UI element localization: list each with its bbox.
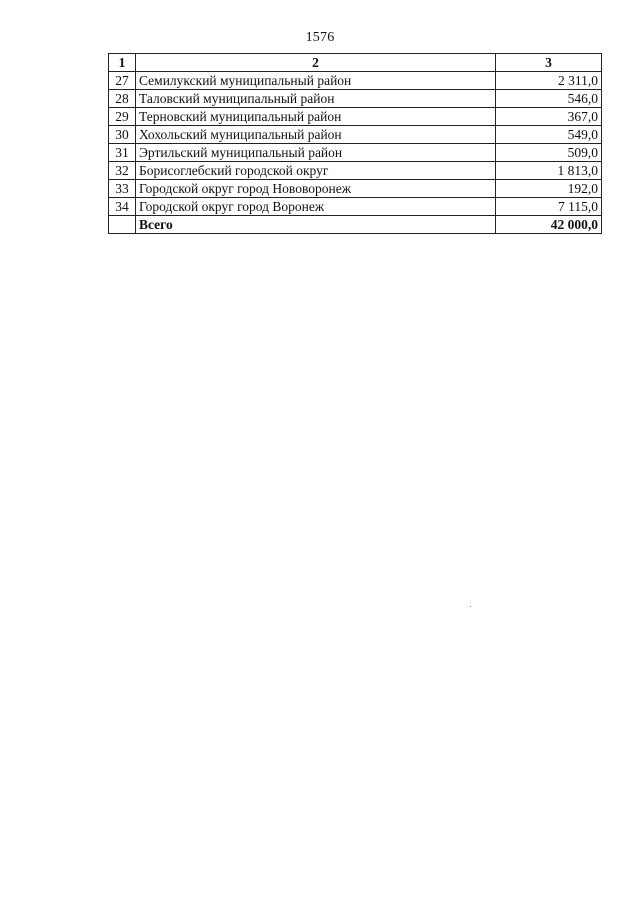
amount-value: 546,0: [496, 90, 602, 108]
row-number: 31: [109, 144, 136, 162]
scan-speck: [470, 606, 471, 607]
row-number: 28: [109, 90, 136, 108]
table-row: [109, 72, 602, 90]
amount-value: 549,0: [496, 126, 602, 144]
table-row: [109, 144, 602, 162]
page-number: 1576: [305, 30, 335, 45]
municipality-name: Городской округ город Воронеж: [136, 198, 496, 216]
amount-value: 192,0: [496, 180, 602, 198]
table-row: [109, 90, 602, 108]
amount-value: 509,0: [496, 144, 602, 162]
row-number: 30: [109, 126, 136, 144]
allocation-table: [108, 53, 602, 234]
amount-value: 1 813,0: [496, 162, 602, 180]
row-number: 27: [109, 72, 136, 90]
municipality-name: Семилукский муниципальный район: [136, 72, 496, 90]
municipality-name: Терновский муниципальный район: [136, 108, 496, 126]
row-number: 32: [109, 162, 136, 180]
column-header-2: 2: [136, 54, 496, 72]
table-row: [109, 198, 602, 216]
table-row: [109, 126, 602, 144]
amount-value: 7 115,0: [496, 198, 602, 216]
total-value: 42 000,0: [496, 216, 602, 234]
municipality-name: Хохольский муниципальный район: [136, 126, 496, 144]
table-row: [109, 162, 602, 180]
municipality-name: Борисоглебский городской округ: [136, 162, 496, 180]
column-header-3: 3: [496, 54, 602, 72]
table-row: [109, 180, 602, 198]
total-row-number: [109, 216, 136, 234]
total-label: Всего: [136, 216, 496, 234]
column-header-1: 1: [109, 54, 136, 72]
amount-value: 2 311,0: [496, 72, 602, 90]
table-header-row: [109, 54, 602, 72]
municipality-name: Городской округ город Нововоронеж: [136, 180, 496, 198]
municipality-name: Таловский муниципальный район: [136, 90, 496, 108]
municipality-name: Эртильский муниципальный район: [136, 144, 496, 162]
row-number: 34: [109, 198, 136, 216]
total-row: [109, 216, 602, 234]
amount-value: 367,0: [496, 108, 602, 126]
row-number: 33: [109, 180, 136, 198]
row-number: 29: [109, 108, 136, 126]
table-row: [109, 108, 602, 126]
